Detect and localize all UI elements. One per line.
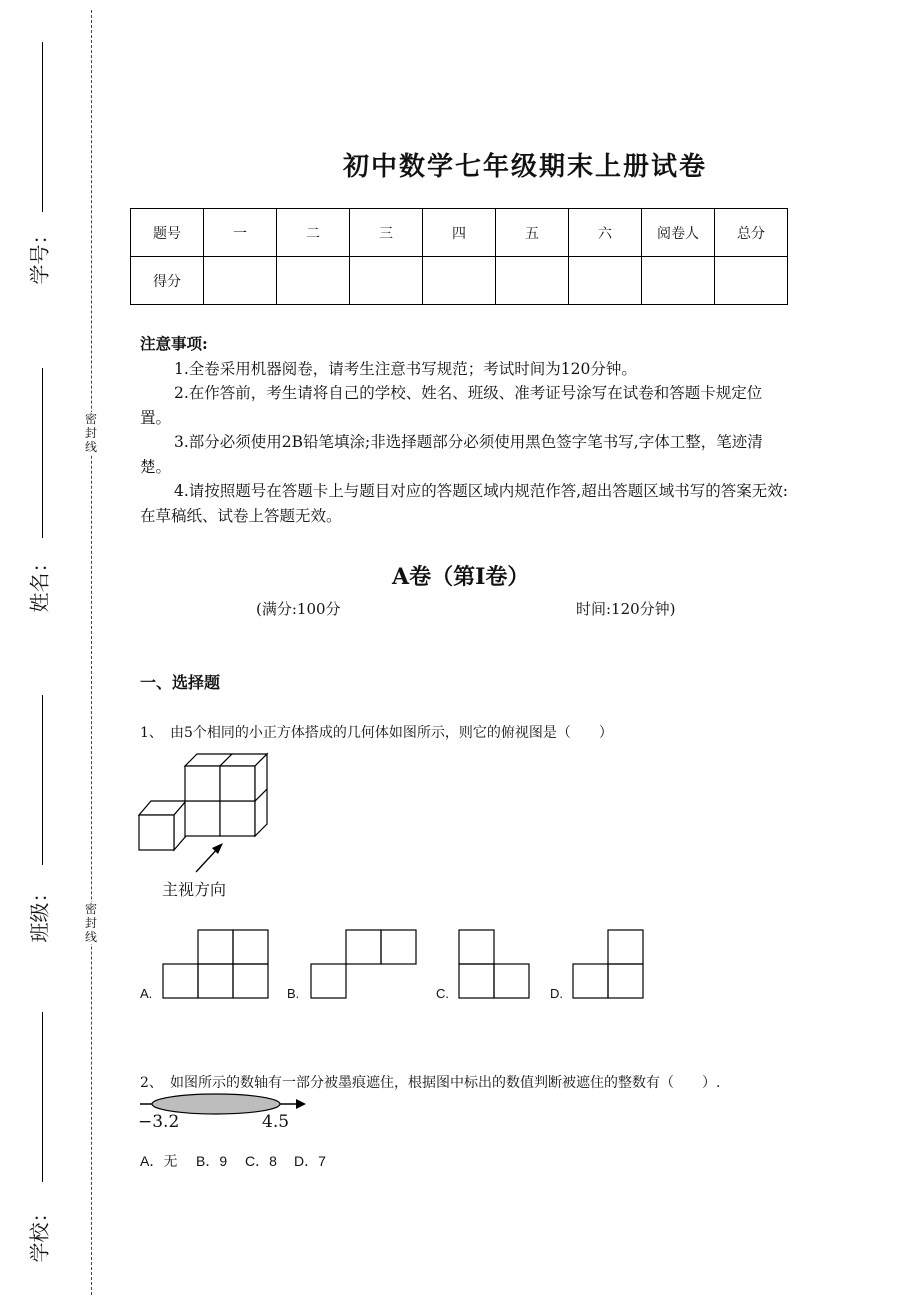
seal-text-upper: 密封线 bbox=[84, 412, 97, 454]
notice-block bbox=[140, 332, 790, 528]
option-d-figure[interactable] bbox=[572, 929, 646, 1001]
score-cell bbox=[642, 257, 715, 305]
table-cell: 阅卷人 bbox=[642, 209, 715, 257]
figure-caption: 主视方向 bbox=[162, 880, 227, 899]
option-c-figure[interactable] bbox=[458, 929, 532, 1001]
table-cell: 二 bbox=[277, 209, 350, 257]
option-b[interactable]: B．9 bbox=[196, 1153, 228, 1169]
name-line bbox=[42, 368, 43, 538]
option-c-label[interactable]: C. bbox=[436, 986, 449, 1001]
seal-text-lower: 密封线 bbox=[84, 902, 97, 944]
table-cell: 一 bbox=[204, 209, 277, 257]
view-direction-arrow bbox=[190, 838, 230, 878]
option-c[interactable]: C．8 bbox=[245, 1153, 277, 1169]
axis-label-right: 4.5 bbox=[262, 1112, 290, 1132]
axis-label-left: −3.2 bbox=[138, 1112, 180, 1132]
table-cell: 总分 bbox=[715, 209, 788, 257]
time-text: 时间:120分钟) bbox=[576, 600, 676, 618]
score-table-score-row bbox=[131, 257, 788, 305]
binding-dashed-line bbox=[91, 10, 92, 1295]
option-a-figure[interactable] bbox=[162, 929, 270, 1001]
notice-heading: 注意事项: bbox=[140, 334, 208, 353]
class-label: 班级： bbox=[27, 882, 52, 943]
score-cell bbox=[350, 257, 423, 305]
table-cell: 题号 bbox=[131, 209, 204, 257]
option-d[interactable]: D．7 bbox=[294, 1153, 326, 1169]
page-title: 初中数学七年级期末上册试卷 bbox=[342, 152, 707, 182]
score-cell bbox=[569, 257, 642, 305]
table-cell: 五 bbox=[496, 209, 569, 257]
table-cell: 三 bbox=[350, 209, 423, 257]
score-cell bbox=[715, 257, 788, 305]
question-1-number: 1、 bbox=[140, 725, 163, 741]
option-b-figure[interactable] bbox=[310, 929, 418, 1001]
notice-item: 4.请按照题号在答题卡上与题目对应的答题区域内规范作答,超出答题区域书写的答案无效:在草稿纸、试卷上答题无效。 bbox=[140, 482, 788, 525]
table-cell: 六 bbox=[569, 209, 642, 257]
table-cell: 四 bbox=[423, 209, 496, 257]
student-id-line bbox=[42, 42, 43, 212]
section-title: A卷（第Ⅰ卷） bbox=[392, 564, 530, 590]
score-cell bbox=[277, 257, 350, 305]
question-2-text: 如图所示的数轴有一部分被墨痕遮住，根据图中标出的数值判断被遮住的整数有（ ）. bbox=[170, 1075, 721, 1091]
question-1-text: 由5个相同的小正方体搭成的几何体如图所示，则它的俯视图是（ ） bbox=[170, 725, 613, 741]
score-cell bbox=[496, 257, 569, 305]
notice-item: 2.在作答前，考生请将自己的学校、姓名、班级、准考证号涂写在试卷和答题卡规定位置。 bbox=[140, 384, 763, 427]
score-table-header-row bbox=[131, 209, 788, 257]
score-cell bbox=[204, 257, 277, 305]
table-cell: 得分 bbox=[131, 257, 204, 305]
full-score-text: (满分:100分 bbox=[256, 600, 341, 618]
notice-item: 1.全卷采用机器阅卷，请考生注意书写规范；考试时间为120分钟。 bbox=[174, 359, 637, 378]
option-d-label[interactable]: D. bbox=[550, 986, 563, 1001]
question-2-number: 2、 bbox=[140, 1075, 163, 1091]
notice-item: 3.部分必须使用2B铅笔填涂;非选择题部分必须使用黑色签字笔书写,字体工整，笔迹清楚。 bbox=[140, 433, 763, 476]
option-a[interactable]: A．无 bbox=[140, 1153, 178, 1169]
option-b-label[interactable]: B. bbox=[287, 986, 300, 1001]
name-label: 姓名： bbox=[27, 552, 52, 613]
school-label: 学校： bbox=[27, 1202, 52, 1263]
student-id-label: 学号： bbox=[27, 224, 52, 285]
option-a-label[interactable]: A. bbox=[140, 986, 153, 1001]
part-title: 一、选择题 bbox=[140, 673, 221, 692]
class-line bbox=[42, 695, 43, 865]
score-table bbox=[130, 208, 788, 305]
school-line bbox=[42, 1012, 43, 1182]
score-cell bbox=[423, 257, 496, 305]
